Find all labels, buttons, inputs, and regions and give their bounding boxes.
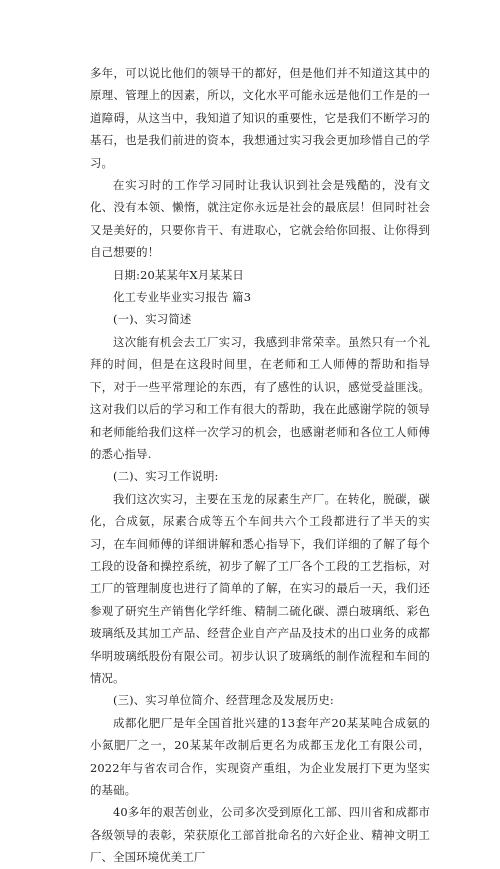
section-heading-work: (二)、实习工作说明:: [113, 469, 219, 484]
date-line: 日期:20某某年X月某某日: [113, 267, 244, 282]
paragraph-overview: 这次能有机会去工厂实习，我感到非常荣幸。虽然只有一个礼拜的时间，但是在这段时间里，在老师和工人师傅的帮助和指导下，对于一些平常理论的东西，有了感性的认识，感觉受益匪浅。这对我们以后的学习和工作有很大的帮助，我在此感谢学院的领导和老师能给我们这样一次学习的机会，也感谢老师和各位工人师傅的悉心指导.: [90, 334, 430, 461]
section-heading-overview: (一)、实习简述: [113, 312, 192, 327]
paragraph-company-history: 成都化肥厂是年全国首批兴建的13套年产20某某吨合成氨的小氮肥厂之一，20某某年改制后更名为成都玉龙化工有限公司，2022年与省农司合作，实现资产重组，为企业发展打下更为坚实的基础。: [90, 715, 430, 797]
paragraph-society: 在实习时的工作学习同时让我认识到社会是残酷的，没有文化、没有本领、懒惰，就注定你永远是社会的最底层！但同时社会又是美好的，只要你肯干、有进取心，它就会给你回报、让你得到自己想要的！: [90, 178, 430, 260]
document-body: [90, 62, 430, 869]
section-heading-company: (三)、实习单位简介、经营理念及发展历史:: [113, 693, 334, 708]
paragraph-continuation: 多年，可以说比他们的领导干的都好，但是他们并不知道这其中的原理、管理上的因素，所以，文化水平可能永远是他们工作是的一道障碍，从这当中，我知道了知识的重要性，它是我们不断学习的基石，也是我们前进的资本，我想通过实习我会更加珍惜自己的学习。: [90, 66, 430, 170]
paragraph-work: 我们这次实习，主要在玉龙的尿素生产厂。在转化，脱碳，碳化，合成氨，尿素合成等五个车间共六个工段都进行了半天的实习，在车间师傅的详细讲解和悉心指导下，我们详细的了解了每个工段的设备和操控系统，初步了解了工厂各个工段的工艺指标，对工厂的管理制度也进行了简单的了解，在实习的最后一天，我们还参观了研究生产销售化学纤维、精制二硫化碳、漂白玻璃纸、彩色玻璃纸及其加工产品、经营企业自产产品及技术的出口业务的成都华明玻璃纸股份有限公司。初步认识了玻璃纸的制作流程和车间的情况。: [90, 491, 430, 685]
paragraph-company-honors: 40多年的艰苦创业，公司多次受到原化工部、四川省和成都市各级领导的表彰，荣获原化工部首批命名的六好企业、精神文明工厂、全国环境优美工厂: [90, 805, 430, 865]
report-title: 化工专业毕业实习报告 篇3: [113, 290, 252, 305]
